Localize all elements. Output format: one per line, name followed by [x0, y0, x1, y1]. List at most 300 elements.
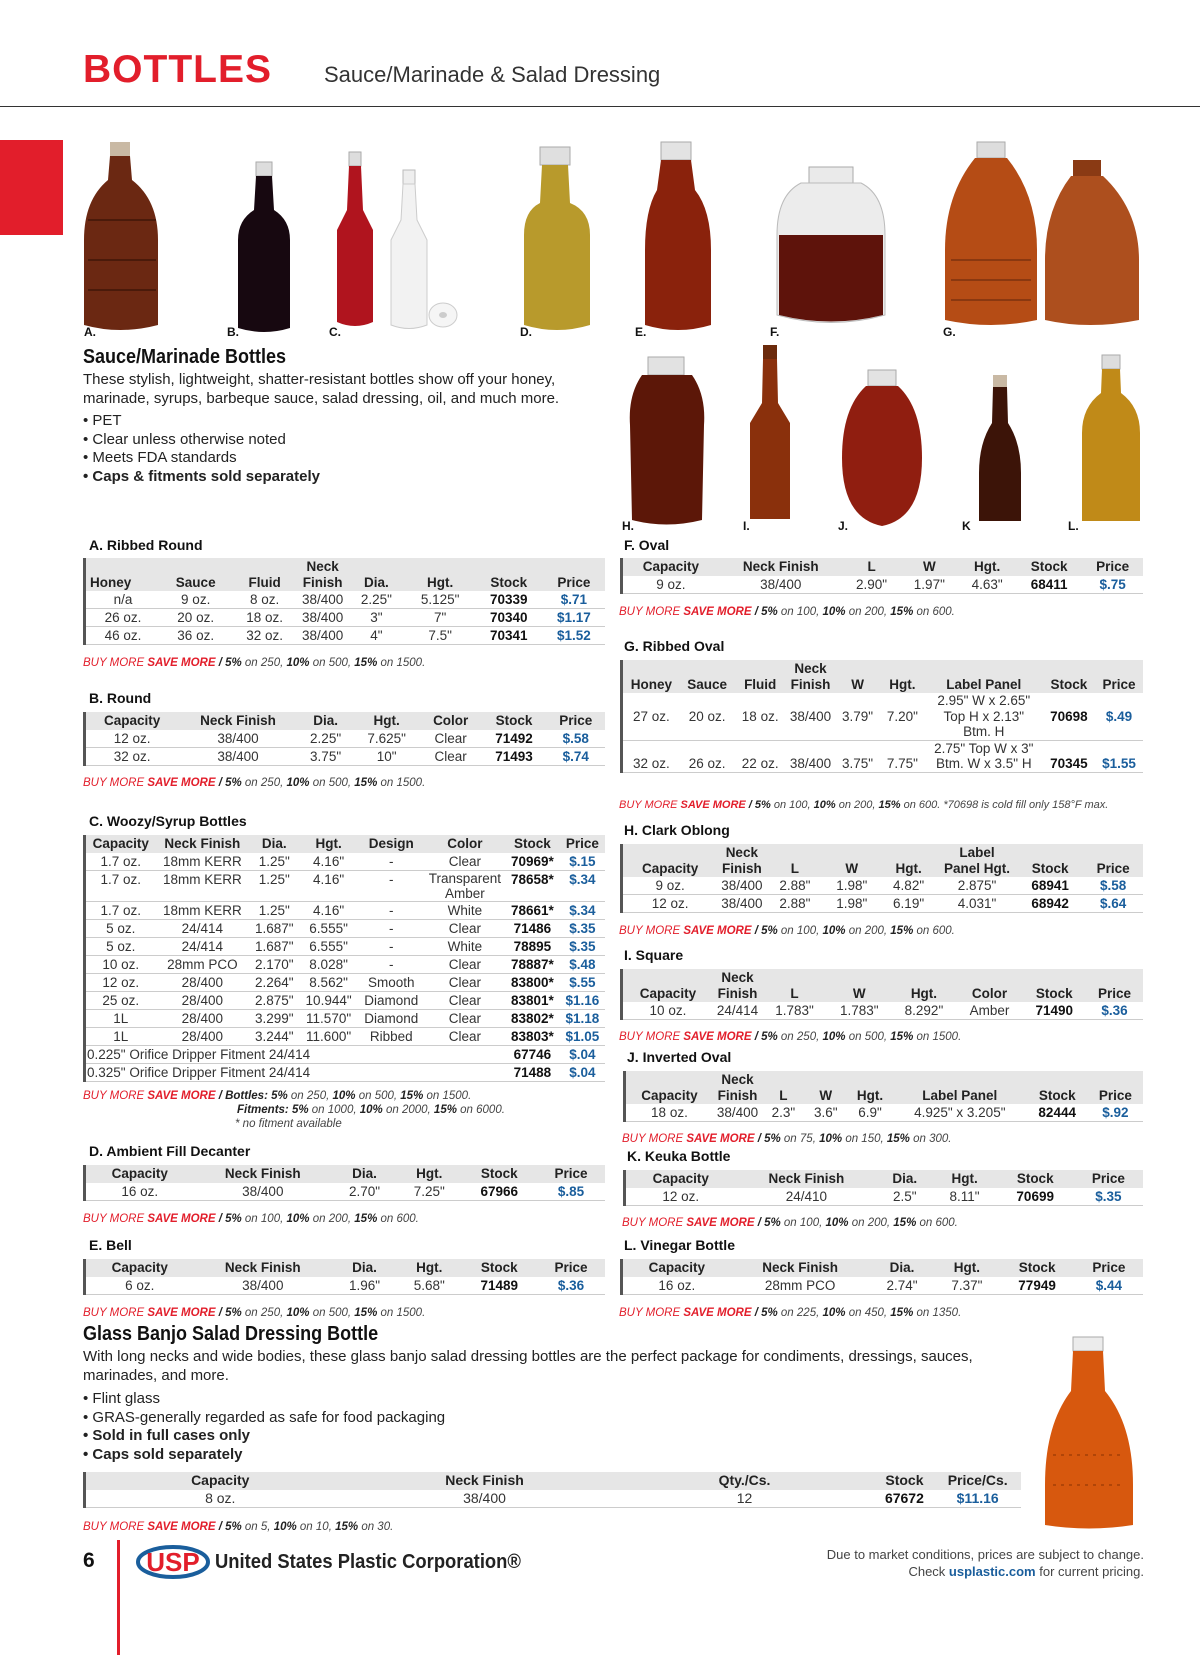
photo-label-d: D.: [520, 325, 532, 339]
table-cell: 2.70": [332, 1183, 397, 1201]
table-cell: 4.63": [958, 576, 1016, 594]
table-cell: $.75: [1082, 576, 1143, 594]
table-cell: 1.687": [249, 937, 299, 955]
table-cell: 83800*: [505, 973, 560, 991]
table-cell: 1L: [85, 1027, 156, 1045]
photo-label-f: F.: [770, 325, 780, 339]
table-cell: 9 oz.: [622, 877, 718, 895]
col-header: Neck Finish: [713, 969, 762, 1002]
section-tab: [0, 140, 63, 235]
buy-more-l: [619, 1306, 961, 1320]
section-title-l: L. Vinegar Bottle: [624, 1237, 735, 1253]
table-cell: $.04: [560, 1045, 605, 1063]
table-cell: 10 oz.: [622, 1002, 713, 1020]
table-cell: 1.97": [900, 576, 958, 594]
table-cell: 4.82": [880, 877, 937, 895]
buy-more-d: [83, 1212, 419, 1226]
col-header: Dia.: [347, 558, 405, 591]
section-title-h: H. Clark Oblong: [624, 822, 730, 838]
buy-more-c: [83, 1089, 471, 1103]
discount-text: /: [751, 925, 762, 937]
table-cell: 78658*: [505, 870, 560, 901]
table-cell: 32 oz.: [231, 627, 298, 645]
table-cell: 38/400: [719, 576, 843, 594]
discount-text: 15%: [400, 1090, 424, 1102]
table-row: [85, 901, 606, 919]
discount-text: BUY MORE: [83, 1090, 148, 1102]
table-cell: 28mm PCO: [731, 1277, 870, 1295]
col-header: Neck Finish: [713, 1071, 762, 1104]
table-cell: 1.25": [249, 870, 299, 901]
col-header: Neck Finish: [717, 844, 766, 877]
table-cell: 12 oz.: [85, 973, 156, 991]
discount-text: on 1000,: [308, 1104, 360, 1116]
table-cell: 83801*: [505, 991, 560, 1009]
table-cell: 1.7 oz.: [85, 901, 156, 919]
table-cell: 18 oz.: [625, 1104, 713, 1122]
table-cell: 8.562": [299, 973, 357, 991]
table-cell: Clear: [425, 853, 505, 871]
col-header: Capacity: [622, 844, 718, 877]
discount-text: on 100,: [770, 799, 814, 811]
col-header: Neck Finish: [731, 1259, 870, 1277]
page-number: 6: [83, 1549, 95, 1572]
footer-rule: [117, 1540, 120, 1655]
table-cell: 2.25": [347, 591, 405, 609]
table-cell: 3.75": [835, 740, 880, 772]
buy-more-f: [619, 605, 955, 619]
discount-text: SAVE MORE: [147, 1213, 216, 1225]
bottle-photo-f: [775, 165, 887, 330]
table-cell: $.58: [1083, 877, 1143, 895]
table-cell: 70341: [475, 627, 543, 645]
table-cell: 9 oz.: [622, 576, 719, 594]
table-cell: 4.16": [299, 853, 357, 871]
col-header: Honey: [85, 558, 161, 591]
table-d: [83, 1165, 605, 1201]
discount-text: BUY MORE: [619, 1031, 684, 1043]
page-title: BOTTLES: [83, 48, 272, 91]
banjo-bottle-photo: [1043, 1335, 1135, 1532]
discount-text: 15%: [433, 1104, 457, 1116]
col-header: Capacity: [625, 1170, 736, 1188]
col-header: Price/Cs.: [934, 1472, 1021, 1490]
table-i: [620, 969, 1143, 1020]
table-row: [85, 973, 606, 991]
table-cell: 3": [347, 609, 405, 627]
table-row: [85, 1490, 1022, 1508]
section-title-d: D. Ambient Fill Decanter: [89, 1143, 251, 1159]
col-header: Price: [537, 1259, 605, 1277]
website-link[interactable]: usplastic.com: [948, 1564, 1036, 1579]
table-cell: Clear: [420, 747, 482, 765]
fitment-note: * no fitment available: [235, 1118, 342, 1130]
discount-text: 5%: [225, 1213, 242, 1225]
discount-text: SAVE MORE: [147, 1521, 216, 1533]
col-header: L: [762, 969, 827, 1002]
col-header: Capacity: [622, 969, 713, 1002]
photo-label-e: E.: [635, 325, 647, 339]
table-cell: Clear: [425, 1027, 505, 1045]
discount-text: /: [751, 1307, 762, 1319]
col-header: L: [762, 1071, 804, 1104]
discount-text: 10%: [273, 1521, 297, 1533]
table-cell: 20 oz.: [160, 609, 231, 627]
table-cell: 4": [347, 627, 405, 645]
discount-text: on 250,: [777, 1031, 823, 1043]
table-b: [83, 712, 605, 766]
table-cell: 38/400: [178, 747, 297, 765]
table-row: [85, 919, 606, 937]
table-cell: 12 oz.: [625, 1188, 736, 1206]
col-header: Capacity: [85, 1472, 355, 1490]
table-cell: 28/400: [156, 973, 250, 991]
table-cell: 6.555": [299, 919, 357, 937]
table-cell: 18 oz.: [735, 693, 786, 740]
banjo-heading: Glass Banjo Salad Dressing Bottle: [83, 1323, 379, 1345]
discount-text: on 1350.: [913, 1307, 962, 1319]
table-cell: 78887*: [505, 955, 560, 973]
section-title-k: K. Keuka Bottle: [627, 1148, 731, 1164]
table-cell: 70345: [1043, 740, 1095, 772]
table-cell: 2.264": [249, 973, 299, 991]
table-cell: -: [358, 870, 425, 901]
discount-text: 10%: [332, 1090, 356, 1102]
table-row: [85, 747, 606, 765]
discount-text: on 200,: [845, 606, 891, 618]
discount-text: BUY MORE: [619, 606, 684, 618]
discount-text: on 200,: [309, 1213, 355, 1225]
col-header: Hgt.: [880, 844, 937, 877]
table-cell: 4.16": [299, 870, 357, 901]
discount-text: on 300.: [909, 1133, 952, 1145]
discount-text: on 100,: [777, 925, 823, 937]
table-cell: 70699: [997, 1188, 1074, 1206]
table-cell: 1.98": [823, 877, 880, 895]
col-header: Stock: [1016, 558, 1082, 576]
discount-text: 10%: [822, 1307, 846, 1319]
table-cell: 5.125": [405, 591, 474, 609]
discount-text: on 450,: [845, 1307, 891, 1319]
table-cell: 67672: [875, 1490, 935, 1508]
table-cell: 71489: [462, 1277, 537, 1295]
bullet: • PET: [83, 412, 122, 429]
discount-text: 10%: [819, 1133, 843, 1145]
table-cell: 8 oz.: [231, 591, 298, 609]
bottle-photo-k: [977, 373, 1023, 525]
col-header: Design: [358, 835, 425, 853]
table-cell: 7.75": [880, 740, 925, 772]
discount-text: BUY MORE: [83, 777, 148, 789]
table-cell: 12 oz.: [85, 730, 179, 748]
table-cell: 7.37": [934, 1277, 999, 1295]
discount-text: /: [215, 1307, 226, 1319]
table-cell: 25 oz.: [85, 991, 156, 1009]
table-cell: 24/414: [713, 1002, 762, 1020]
col-header: Price: [543, 558, 605, 591]
col-header: Stock: [475, 558, 543, 591]
col-header: Price: [1074, 1170, 1143, 1188]
discount-text: SAVE MORE: [686, 1133, 755, 1145]
discount-text: SAVE MORE: [683, 1031, 752, 1043]
table-cell: 38/400: [298, 591, 347, 609]
photo-label-a: A.: [84, 325, 96, 339]
col-header: Hgt.: [932, 1170, 996, 1188]
col-header: Dia.: [870, 1259, 935, 1277]
discount-text: SAVE MORE: [147, 1307, 216, 1319]
discount-text: SAVE MORE: [683, 606, 752, 618]
buy-more-g: [619, 798, 1108, 812]
pricing-note: [827, 1546, 1144, 1580]
discount-text: 5%: [225, 1307, 242, 1319]
table-cell: $.15: [560, 853, 605, 871]
table-cell: 3.75": [298, 747, 354, 765]
table-cell: 1.25": [249, 853, 299, 871]
table-row: [85, 1063, 606, 1081]
page-subtitle: Sauce/Marinade & Salad Dressing: [324, 62, 661, 87]
discount-text: /: [751, 1031, 762, 1043]
discount-text: on 500,: [845, 1031, 891, 1043]
sauce-heading: Sauce/Marinade Bottles: [83, 346, 287, 368]
table-g: [620, 660, 1143, 773]
table-cell: 38/400: [298, 609, 347, 627]
sauce-bullets: [83, 412, 320, 486]
table-cell: 16 oz.: [85, 1183, 194, 1201]
table-k: [623, 1170, 1143, 1206]
buy-more-i: [619, 1030, 961, 1044]
col-header: Capacity: [85, 835, 156, 853]
col-header: Neck Finish: [355, 1472, 615, 1490]
table-row: [622, 1002, 1144, 1020]
photo-label-h: H.: [622, 519, 634, 533]
table-cell: -: [358, 937, 425, 955]
col-header: W: [835, 660, 880, 693]
table-cell: $.49: [1095, 693, 1143, 740]
col-header: Capacity: [622, 558, 719, 576]
discount-text: 15%: [354, 1307, 378, 1319]
discount-text: on 600.: [916, 1217, 958, 1229]
table-cell: 2.875": [249, 991, 299, 1009]
col-header: Stock: [1023, 969, 1086, 1002]
table-cell: 2.75" Top W x 3" Btm. W x 3.5" H: [925, 740, 1043, 772]
table-row: [85, 955, 606, 973]
discount-text: /: [754, 1217, 765, 1229]
discount-text: 5%: [764, 1133, 781, 1145]
col-header: Dia.: [249, 835, 299, 853]
table-cell: 1.7 oz.: [85, 870, 156, 901]
col-header: Dia.: [332, 1165, 397, 1183]
table-cell: 22 oz.: [735, 740, 786, 772]
table-row: [622, 693, 1144, 740]
table-cell: 38/400: [786, 740, 835, 772]
table-cell: Clear: [425, 955, 505, 973]
table-cell: 1.783": [827, 1002, 892, 1020]
table-cell: 9 oz.: [160, 591, 231, 609]
table-cell: $1.16: [560, 991, 605, 1009]
table-row: [622, 1277, 1144, 1295]
table-j: [623, 1071, 1143, 1122]
discount-text: on 5,: [241, 1521, 274, 1533]
discount-text: 15%: [354, 777, 378, 789]
table-cell: 38/400: [193, 1277, 332, 1295]
table-cell: 6.555": [299, 937, 357, 955]
col-header: Hgt.: [353, 712, 419, 730]
table-cell: $.44: [1075, 1277, 1143, 1295]
table-cell: 18mm KERR: [156, 853, 250, 871]
table-cell: 2.5": [877, 1188, 932, 1206]
table-row: [85, 991, 606, 1009]
photo-label-g: G.: [943, 325, 956, 339]
discount-text: BUY MORE: [83, 1307, 148, 1319]
table-cell: $.35: [560, 937, 605, 955]
table-cell: 24/414: [156, 937, 250, 955]
discount-text: on 250,: [241, 657, 287, 669]
buy-more-k: [622, 1216, 958, 1230]
bottle-photo-g: [943, 140, 1143, 330]
banjo-intro: With long necks and wide bodies, these glass banjo salad dressing bottles are the perfect package for condiments, dressings, sauces, marinades, and more.: [83, 1348, 973, 1384]
table-cell: 8 oz.: [85, 1490, 355, 1508]
col-header: Hgt.: [847, 1071, 893, 1104]
table-cell: Amber: [956, 1002, 1022, 1020]
table-cell: Clear: [425, 919, 505, 937]
table-h: [620, 844, 1143, 913]
table-cell: 38/400: [355, 1490, 615, 1508]
table-row: [622, 895, 1144, 913]
discount-text: 10%: [286, 777, 310, 789]
col-header: Price: [1088, 1071, 1143, 1104]
bullet: • Caps & fitments sold separately: [83, 467, 320, 485]
table-cell: $1.17: [543, 609, 605, 627]
discount-text: /: [745, 799, 755, 811]
discount-text: on 30.: [358, 1521, 394, 1533]
discount-text: on 600.: [913, 925, 955, 937]
col-header: Price: [1082, 558, 1143, 576]
table-cell: 1.783": [762, 1002, 827, 1020]
discount-text: BUY MORE: [619, 1307, 684, 1319]
table-row: [622, 740, 1144, 772]
discount-text: SAVE MORE: [147, 657, 216, 669]
col-header: Stock: [1043, 660, 1095, 693]
table-row: [622, 877, 1144, 895]
col-header: Price: [546, 712, 605, 730]
col-header: Neck Finish: [736, 1170, 878, 1188]
table-cell: -: [358, 901, 425, 919]
pricing-note-line: Due to market conditions, prices are subject to change.: [826, 1547, 1144, 1562]
table-cell: 68942: [1017, 895, 1083, 913]
table-cell: 32 oz.: [85, 747, 179, 765]
discount-text: on 1500.: [377, 657, 426, 669]
discount-text: on 2000,: [382, 1104, 434, 1116]
discount-text: 15%: [890, 1307, 914, 1319]
col-header: Stock: [1017, 844, 1083, 877]
discount-text: on 150,: [842, 1133, 887, 1145]
table-cell: 1.98": [823, 895, 880, 913]
discount-text: SAVE MORE: [683, 1307, 752, 1319]
table-l: [620, 1259, 1143, 1295]
table-row: [85, 730, 606, 748]
table-cell: 2.90": [843, 576, 901, 594]
col-header: Price: [560, 835, 605, 853]
discount-text: 10%: [822, 606, 846, 618]
buy-more-h: [619, 924, 955, 938]
col-header: Stock: [462, 1165, 537, 1183]
table-cell: 4.925" x 3.205": [893, 1104, 1027, 1122]
table-cell: 38/400: [717, 877, 766, 895]
bottle-photo-d: [522, 145, 592, 335]
table-cell: n/a: [85, 591, 161, 609]
table-cell: 12 oz.: [622, 895, 718, 913]
discount-text: /: [215, 1213, 226, 1225]
col-header: Qty./Cs.: [615, 1472, 875, 1490]
table-cell: 2.88": [766, 877, 823, 895]
col-header: Capacity: [85, 1165, 194, 1183]
bullet: • Sold in full cases only: [83, 1427, 250, 1444]
col-header: Stock: [462, 1259, 537, 1277]
table-row: [85, 853, 606, 871]
table-cell: $.35: [560, 919, 605, 937]
discount-text: Fitments: 5%: [237, 1104, 309, 1116]
table-cell: $1.18: [560, 1009, 605, 1027]
discount-text: on 225,: [777, 1307, 823, 1319]
table-cell: 7.625": [353, 730, 419, 748]
table-cell: 67966: [462, 1183, 537, 1201]
discount-text: on 250,: [287, 1090, 333, 1102]
discount-text: /: [215, 657, 226, 669]
table-row: [85, 1045, 606, 1063]
table-cell: 10.944": [299, 991, 357, 1009]
col-header: Hgt.: [958, 558, 1016, 576]
col-header: Sauce: [680, 660, 735, 693]
discount-text: 15%: [890, 606, 914, 618]
discount-text: 15%: [878, 799, 901, 811]
bullet: • GRAS-generally regarded as safe for food packaging: [83, 1408, 446, 1426]
discount-text: 10%: [286, 657, 310, 669]
table-cell: Diamond: [358, 1009, 425, 1027]
table-cell: 2.88": [766, 895, 823, 913]
discount-text: 15%: [335, 1521, 359, 1533]
discount-text: 10%: [822, 1031, 846, 1043]
table-cell: 70698: [1043, 693, 1095, 740]
col-header: Stock: [482, 712, 547, 730]
photo-label-b: B.: [227, 325, 239, 339]
table-c: [83, 835, 605, 1082]
discount-text: SAVE MORE: [147, 1090, 216, 1102]
table-cell: 7.5": [405, 627, 474, 645]
col-header: Stock: [505, 835, 560, 853]
table-cell: 26 oz.: [680, 740, 735, 772]
discount-text: on 250,: [241, 777, 287, 789]
discount-text: on 100,: [777, 606, 823, 618]
table-cell: 6.19": [880, 895, 937, 913]
discount-text: on 10,: [296, 1521, 336, 1533]
table-cell: 82444: [1027, 1104, 1088, 1122]
table-cell: 2.875": [937, 877, 1017, 895]
table-cell: 38/400: [193, 1183, 332, 1201]
table-cell: 18mm KERR: [156, 870, 250, 901]
section-title-b: B. Round: [89, 690, 152, 706]
table-cell: 71490: [1023, 1002, 1086, 1020]
col-header: Fluid: [735, 660, 786, 693]
section-title-i: I. Square: [624, 947, 684, 963]
col-header: Hgt.: [397, 1165, 462, 1183]
table-cell: $.64: [1083, 895, 1143, 913]
discount-text: Bottles: 5%: [225, 1090, 288, 1102]
col-header: Label Panel Hgt.: [937, 844, 1017, 877]
bottle-photo-i: [748, 343, 792, 525]
table-cell: 5 oz.: [85, 919, 156, 937]
buy-more-j: [622, 1132, 952, 1146]
discount-text: on 500,: [309, 1307, 355, 1319]
